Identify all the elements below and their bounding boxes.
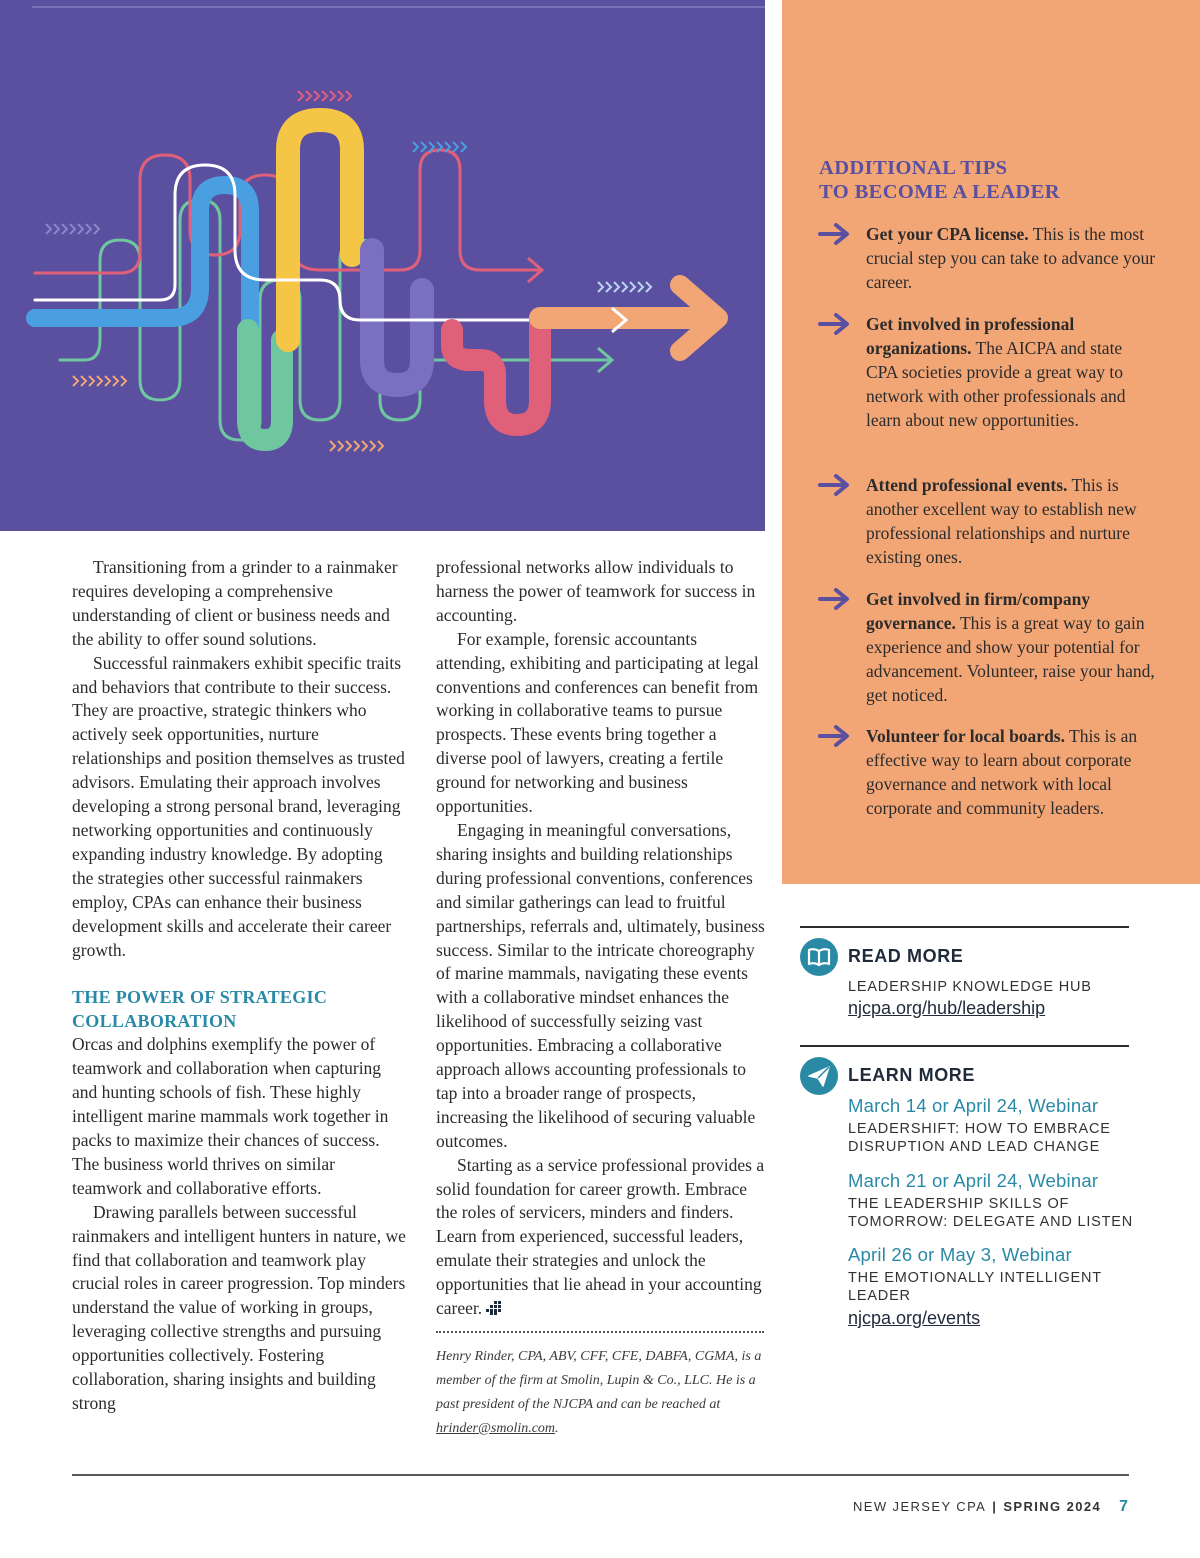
tip-heading: Get your CPA license. bbox=[866, 224, 1029, 244]
event-title: LEADERSHIFT: HOW TO EMBRACE DISRUPTION AND LEAD CHANGE bbox=[848, 1121, 1111, 1155]
article-paragraph: professional networks allow individuals to harness the power of teamwork for success in accounting. bbox=[436, 557, 756, 625]
arrow-right-icon bbox=[818, 222, 852, 246]
article-paragraph-text: Starting as a service professional provides a solid foundation for career growth. Embrace the roles of servicers, minders and finders. Learn from experienced, successful leaders, emulate their strategies and unlock the opportunities that lie ahead in your accounting career. bbox=[436, 1154, 765, 1319]
footer-rule bbox=[72, 1474, 1129, 1476]
event-date[interactable]: March 21 or April 24, Webinar bbox=[848, 1170, 1099, 1191]
yellow-thick-path bbox=[288, 120, 352, 340]
section-heading-line1: THE POWER OF STRATEGIC bbox=[72, 987, 328, 1008]
article-paragraph: Transitioning from a grinder to a rainmaker requires developing a comprehensive understanding of client or business needs and the ability to offer sound solutions. bbox=[72, 557, 398, 649]
event-date[interactable]: April 26 or May 3, Webinar bbox=[848, 1244, 1072, 1265]
article-paragraph: Engaging in meaningful conversations, sharing insights and building relationships during professional conventions, conferences and similar gatherings can lead to fruitful partnerships, referrals and, ultimately, business success. Similar to the intricate choreography of marine mammals, navigating these events with a collaborative mindset enhances the likelihood of successfully seizing vast opportunities. Embracing a collaborative approach allows accounting professionals to tap into a broader range of prospects, increasing the likelihood of securing valuable outcomes. bbox=[436, 819, 765, 1151]
tip-body: This is the most crucial step you can take to advance your career. bbox=[866, 224, 1156, 292]
section-heading-line2: COLLABORATION bbox=[72, 1011, 237, 1032]
end-mark-icon bbox=[486, 1301, 501, 1315]
author-bio bbox=[436, 1345, 766, 1441]
read-more-link[interactable]: njcpa.org/hub/leadership bbox=[848, 998, 1046, 1018]
tip-heading: Get involved in firm/company governance. bbox=[866, 589, 1091, 633]
section-heading bbox=[72, 985, 407, 1033]
event-title: THE EMOTIONALLY INTELLIGENT LEADER bbox=[848, 1270, 1102, 1304]
tip-heading: Attend professional events. bbox=[866, 475, 1068, 495]
tip-body: This is an effective way to learn about corporate governance and network with local corporate and community leaders. bbox=[866, 726, 1138, 818]
tips-title bbox=[819, 156, 1159, 204]
footer-separator: | bbox=[992, 1499, 998, 1514]
tip-heading: Volunteer for local boards. bbox=[866, 726, 1065, 746]
tip-text bbox=[866, 473, 1156, 569]
footer-publication: NEW JERSEY CPA bbox=[853, 1499, 987, 1514]
paper-plane-icon bbox=[800, 1057, 838, 1095]
events-link[interactable]: njcpa.org/events bbox=[848, 1308, 981, 1328]
event-date[interactable]: March 14 or April 24, Webinar bbox=[848, 1095, 1099, 1116]
read-more-heading: READ MORE bbox=[848, 946, 964, 966]
tip-body: The AICPA and state CPA societies provide a great way to network with other professionals and learn about new opportunities. bbox=[866, 338, 1126, 430]
hero-illustration bbox=[0, 0, 765, 531]
article-column-1 bbox=[72, 556, 407, 1416]
tips-title-line1: ADDITIONAL TIPS bbox=[819, 157, 1008, 179]
tip-body: This is a great way to gain experience and show your potential for advancement. Volunteer, raise your hand, get noticed. bbox=[866, 613, 1155, 705]
pink-thick-path bbox=[452, 320, 540, 425]
article-paragraph: Successful rainmakers exhibit specific traits and behaviors that contribute to their success. They are proactive, strategic thinkers who actively seek opportunities, nurture relationships and position themselves as trusted advisors. Emulating their approach involves developing a strong personal brand, leveraging networking opportunities and continuously expanding industry knowledge. By adopting the strategies other successful rainmakers employ, CPAs can enhance their business development skills and accelerate their career growth. bbox=[72, 652, 405, 960]
white-thin-path bbox=[35, 165, 625, 320]
article-paragraph: Drawing parallels between successful rainmakers and intelligent hunters in nature, we find that collaboration and teamwork play crucial roles in career progression. Top minders understand the value of working in groups, leveraging collective strengths and pursuing opportunities collectively. Fostering collaboration, sharing insights and building strong bbox=[72, 1201, 406, 1413]
bio-end: . bbox=[555, 1421, 559, 1436]
bio-divider bbox=[436, 1331, 764, 1333]
article-paragraph: For example, forensic accountants attending, exhibiting and participating at legal conventions and conferences can benefit from working in collaborative teams to pursue prospects. These events bring together a diverse pool of lawyers, creating a fertile ground for networking and business opportunities. bbox=[436, 628, 759, 817]
tip-text bbox=[866, 312, 1156, 432]
tips-title-line2: TO BECOME A LEADER bbox=[819, 181, 1060, 203]
author-email-link[interactable]: hrinder@smolin.com bbox=[436, 1421, 556, 1436]
tip-body: This is another excellent way to establish new professional relationships and nurture existing ones. bbox=[866, 475, 1137, 567]
arrow-right-icon bbox=[818, 724, 852, 748]
footer-season: SPRING 2024 bbox=[1003, 1499, 1102, 1514]
article-column-2 bbox=[436, 556, 769, 1321]
learn-more-heading: LEARN MORE bbox=[848, 1065, 975, 1085]
page-footer bbox=[853, 1498, 1128, 1516]
arrow-right-icon bbox=[818, 312, 852, 336]
additional-tips-box bbox=[782, 0, 1200, 884]
read-more-rule bbox=[800, 926, 1129, 928]
article-paragraph-last bbox=[436, 1154, 769, 1321]
article-paragraph: Orcas and dolphins exemplify the power of teamwork and collaboration when capturing and hunting schools of fish. These highly intelligent marine mammals work together in packs to maximize their chances of success. The business world thrives on similar teamwork and collaborative efforts. bbox=[72, 1034, 389, 1198]
arrow-right-icon bbox=[818, 587, 852, 611]
page-number: 7 bbox=[1119, 1498, 1128, 1515]
winding-paths-graphic bbox=[0, 0, 765, 531]
tip-text bbox=[866, 587, 1156, 707]
event-title: THE LEADERSHIP SKILLS OF TOMORROW: DELEGATE AND LISTEN bbox=[848, 1196, 1134, 1230]
learn-more-rule bbox=[800, 1045, 1129, 1047]
book-icon bbox=[800, 938, 838, 976]
read-more-subtitle: LEADERSHIP KNOWLEDGE HUB bbox=[848, 979, 1092, 995]
tip-text bbox=[866, 222, 1156, 294]
arrow-right-icon bbox=[818, 473, 852, 497]
green-thick-path bbox=[248, 330, 282, 440]
tip-text bbox=[866, 724, 1156, 820]
bio-text: Henry Rinder, CPA, ABV, CFF, CFE, DABFA, CGMA, is a member of the firm at Smolin, Lupin & Co., LLC. He is a past president of the NJCPA and can be reached at bbox=[436, 1349, 762, 1412]
tip-heading: Get involved in professional organizations. bbox=[866, 314, 1075, 358]
